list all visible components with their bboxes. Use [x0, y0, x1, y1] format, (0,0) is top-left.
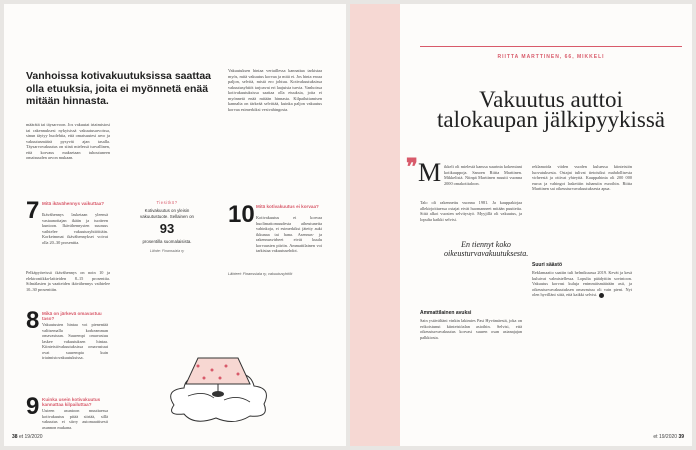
fact-box-number: 93 — [159, 221, 175, 237]
left-page — [4, 4, 346, 446]
smiley-icon — [599, 293, 604, 298]
tip-body: Ikävähennys lasketaan yleensä vastaanottajan ikään ja tuotteen kuntoon. Ikävähennysten suuruus vaihtelee vakuutusyhtiöittäin. Korkeimmat ikävähennykset voivat olla 20–30 prosenttia. — [42, 212, 108, 245]
tip-10 — [228, 201, 324, 288]
body-text-c: Sain ystävältäni vinkin lakimies Pasi Hyvämäestä, joka on erikoistunut kiinteistöalan asioihin. Selvisi, että oikeusturvavakuutus korvasi suuren osan asianajajan palkkiosta. — [420, 318, 522, 340]
tip-number: 9 — [26, 393, 40, 420]
magazine-issue: et 19/2020 — [653, 434, 678, 440]
lead-text: ikkeli oli mielestä kanssa suurinta kokemiani kotikauppoja. Sanoen Riitta Marttinen. Mikkelistä. Niinpä Marttinen muutti vuonna 2000 omakotitaloon. — [444, 164, 522, 186]
pull-quote: En tiennyt koko oikeusturvavakuutuksesta. — [444, 240, 529, 258]
magazine-issue: et 19/2020 — [18, 434, 43, 440]
pink-band — [350, 4, 400, 446]
tip-question: Kuinka usein kotivakuutus kannattaa kilpailuttaa? — [42, 397, 101, 408]
body-text-b: Vakuutuksen hintaa vertaillessa kannattaa tarkistaa myös, mitä vakuutus korvaa ja mitä ei. Jos hinta eroaa paljon, selvitä, mistä ero johtuu. Kotivakuutuksissa vakuutusyhtiöt tarjoavat eri laajuisia turvia. Vanhoissa kotivakuutuksissa saattaa olla etuuksia, joita ei myönnetä enää mitään hinnasta. Kilpailuttamisen kannalta on tärkeää selvittää, kuinka paljon vakuutus korvaa esimerkiksi vesivahingosta. — [228, 68, 322, 112]
tip-body: Vakuutusten hintaa voi pienentää valitsemalla korkeamman omavastuun. Suurempi omavastuu laskee vakuutuksen hintaa. Kiinteistövakuutuksissa omavastuut ovat suurempia kuin irtaimistovakuutuksissa. — [42, 322, 108, 360]
drop-cap: M — [418, 158, 442, 187]
tip-question: Mikä on järkevä omavastuu taso? — [42, 311, 102, 322]
subheading-a: Ammattilainen avuksi — [420, 310, 472, 316]
tip-body: Uuteen asuntoon muuttaessa kotivakuutus pitää siirtää, sillä vakuutus ei siirry automaattisesti asunnon mukana. — [42, 408, 108, 430]
right-page — [350, 4, 692, 446]
left-headline: Vanhoissa kotivakuutuksissa saattaa olla etuuksia, joita ei myönnetä enää mitään hinnasta. — [26, 70, 212, 107]
tip-source: Lähteet: Finanssiala ry, vakuutusyhtiöt — [228, 272, 293, 276]
intro-text: määrätä tai täysarvoon. Jos vakuutat irtaimistosi tai rakennuksesi nykyisissä vakuutusarvoissa, sinun täytyy huolehtia, että omaisuutesi arvo ja vakuutusmäärä pysyvät ajan tasalla. Täysarvovakuutus on siinä mielessä turvallinen, että korvaus maksetaan tuhoutuneen omaisuuden arvon mukaan. — [26, 122, 110, 160]
fact-box-unit: prosentilla suomalaisista. — [142, 239, 192, 245]
body-text-d — [532, 270, 632, 298]
accent-rule — [420, 46, 682, 47]
subheading-b: Suuri säästö — [532, 262, 563, 268]
right-headline: Vakuutus auttoi talokaupan jälkipyykissä — [436, 87, 666, 132]
page-folio-left — [12, 434, 43, 440]
tip-number: 8 — [26, 307, 40, 334]
tip-number: 10 — [228, 201, 255, 228]
tip-number: 7 — [26, 197, 40, 224]
tip-question: Mitä kotivakuutus ei korvaa? — [256, 204, 319, 209]
lamp-illustration — [154, 310, 282, 430]
body-text-d-content: Reklamaatio saatiin tuli helmikuussa 2019. Kevät ja kesä kuluivat valmistellessa. Lopulta päädyttiin sovintoon. Vakuutus korvasi kuluja enimmäismäärään asti, ja oikeusturvavakuutuksen omavastuu oli vain pieni. Nyt olen hyvilläni siitä, että kaikki selvisi. — [532, 270, 632, 297]
body-text-a: Pelkäpyöreissä ikävähennys on noin 10 ja elektroniikka-laitteiden 8–15 prosenttia. Silmälasien ja vaatteiden ikävähennys vaihtelee 10–30 prosenttiin. — [26, 270, 110, 292]
quote-mark-icon: ❞ — [406, 154, 418, 179]
page-folio-right — [653, 434, 684, 440]
tip-question: Mitä ikävähennys vaikuttaa? — [42, 201, 105, 206]
body-text-a: Talo oli rakennettu vuonna 1981. Ja kauppakirjaa allekirjoittaessa ostajat eivät huomanneet mitään puutteita. Siitä alkoi vuosien selvitystyö. Myyjillä oli vakuutus, ja lopulta kaikki selvisi. — [420, 200, 522, 222]
page-number: 38 — [12, 434, 18, 440]
tip-7 — [26, 197, 110, 270]
fact-box-source: Lähde: Finanssiala ry — [149, 248, 185, 253]
tip-body: Kotivakuutus ei korvaa huolimattomuudesta aiheutuneita vahinkoja, ei esimerkiksi jätetty auki ikkunaa tai hana. Asennus- ja rakennusvirheet eivät kuulu korvausten piiriin. Ammattilainen voi tarkistaa vakuutusehdot. — [256, 215, 322, 253]
byline: RIITTA MARTTINEN, 66, MIKKELI — [497, 54, 605, 60]
page-number: 39 — [678, 434, 684, 440]
fact-box-text: Kotivakuutus on yleisin vakuutustuote. Sellainen on — [140, 208, 194, 219]
fact-box — [130, 200, 204, 253]
fact-box-label: Tiesitkö? — [156, 200, 178, 205]
body-text-b: reklamoida viiden vuoden kuluessa kiinteistön luovutuksesta. Ostajat tulivat tietoisiksi mahdollisesta virheestä ja ottivat yhteyttä. Kauppahinta oli 200 000 euroa ja vahingot laskettiin tuhansiin euroihin. Riitta Marttinen sai oikeusturvavakuutuksesta apua. — [532, 164, 632, 191]
tip-8 — [26, 307, 110, 370]
